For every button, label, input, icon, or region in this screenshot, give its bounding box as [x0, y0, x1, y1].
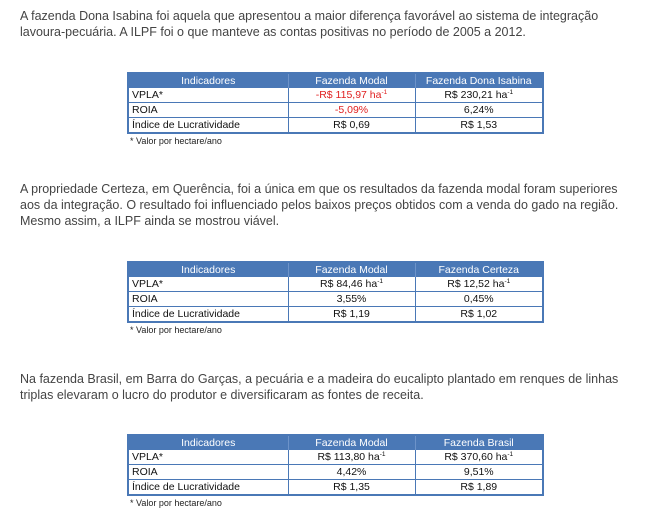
paragraph-line: A fazenda Dona Isabina foi aquela que apresentou a maior diferença favorável ao sistema de integração	[20, 9, 599, 23]
row-label: ROIA	[128, 465, 288, 480]
header-fazenda-certeza: Fazenda Certeza	[415, 262, 543, 277]
table-header-row	[128, 73, 543, 88]
table-header-row	[128, 262, 543, 277]
cell-other-value: 9,51%	[415, 465, 543, 480]
paragraph-line: A propriedade Certeza, em Querência, foi a única em que os resultados da fazenda modal foram superiores	[20, 182, 618, 196]
row-label: ROIA	[128, 103, 288, 118]
paragraph-line: Mesmo assim, a ILPF ainda se mostrou viável.	[20, 214, 280, 228]
row-label: Índice de Lucratividade	[128, 480, 288, 496]
table-row	[128, 307, 543, 323]
header-indicadores: Indicadores	[128, 73, 288, 88]
header-fazenda-modal: Fazenda Modal	[288, 435, 415, 450]
header-fazenda-dona-isabina: Fazenda Dona Isabina	[415, 73, 543, 88]
cell-modal-value: 3,55%	[288, 292, 415, 307]
cell-other-value: R$ 230,21 $ha^{-1}$	[415, 88, 543, 103]
cell-other-value: R$ 370,60 $ha^{-1}$	[415, 450, 543, 465]
cell-modal-value: R$ 84,46 $ha^{-1}$	[288, 277, 415, 292]
cell-modal-value: -5,09%	[288, 103, 415, 118]
row-label: VPLA*	[128, 88, 288, 103]
cell-other-value: R$ 12,52 $ha^{-1}$	[415, 277, 543, 292]
header-indicadores: Indicadores	[128, 262, 288, 277]
paragraph-certeza	[20, 181, 645, 229]
cell-other-value: R$ 1,53	[415, 118, 543, 134]
cell-other-value: 0,45%	[415, 292, 543, 307]
table-row	[128, 103, 543, 118]
cell-modal-value: 4,42%	[288, 465, 415, 480]
table-brasil	[127, 434, 544, 509]
row-label: VPLA*	[128, 277, 288, 292]
header-fazenda-modal: Fazenda Modal	[288, 262, 415, 277]
table-footnote: * Valor por hectare/ano	[130, 325, 222, 335]
cell-other-value: R$ 1,02	[415, 307, 543, 323]
table-footnote: * Valor por hectare/ano	[130, 136, 222, 146]
row-label: ROIA	[128, 292, 288, 307]
cell-modal-value: R$ 113,80 $ha^{-1}$	[288, 450, 415, 465]
table-dona-isabina	[127, 72, 544, 147]
cell-other-value: R$ 1,89	[415, 480, 543, 496]
table-row	[128, 118, 543, 134]
cell-other-value: 6,24%	[415, 103, 543, 118]
table-row	[128, 292, 543, 307]
header-indicadores: Indicadores	[128, 435, 288, 450]
paragraph-line: Na fazenda Brasil, em Barra do Garças, a pecuária e a madeira do eucalipto plantado em renques de linhas	[20, 372, 619, 386]
table-row	[128, 277, 543, 292]
table-row	[128, 450, 543, 465]
table-row	[128, 88, 543, 103]
paragraph-line: triplas elevaram o lucro do produtor e diversificaram as fontes de receita.	[20, 388, 424, 402]
table-row	[128, 465, 543, 480]
paragraph-brasil	[20, 371, 645, 403]
cell-modal-value: R$ 1,19	[288, 307, 415, 323]
row-label: Índice de Lucratividade	[128, 307, 288, 323]
cell-modal-value: R$ 0,69	[288, 118, 415, 134]
paragraph-line: lavoura-pecuária. A ILPF foi o que manteve as contas positivas no período de 2005 a 2012.	[20, 25, 526, 39]
paragraph-dona-isabina	[20, 8, 645, 40]
cell-modal-value: R$ 1,35	[288, 480, 415, 496]
table-header-row	[128, 435, 543, 450]
table-certeza	[127, 261, 544, 336]
row-label: VPLA*	[128, 450, 288, 465]
table-footnote: * Valor por hectare/ano	[130, 498, 222, 508]
header-fazenda-brasil: Fazenda Brasil	[415, 435, 543, 450]
cell-modal-value: -R$ 115,97 $ha^{-1}$	[288, 88, 415, 103]
header-fazenda-modal: Fazenda Modal	[288, 73, 415, 88]
paragraph-line: aos da integração. O resultado foi influenciado pelos baixos preços obtidos com a venda do gado na região.	[20, 198, 619, 212]
table-row	[128, 480, 543, 496]
row-label: Índice de Lucratividade	[128, 118, 288, 134]
